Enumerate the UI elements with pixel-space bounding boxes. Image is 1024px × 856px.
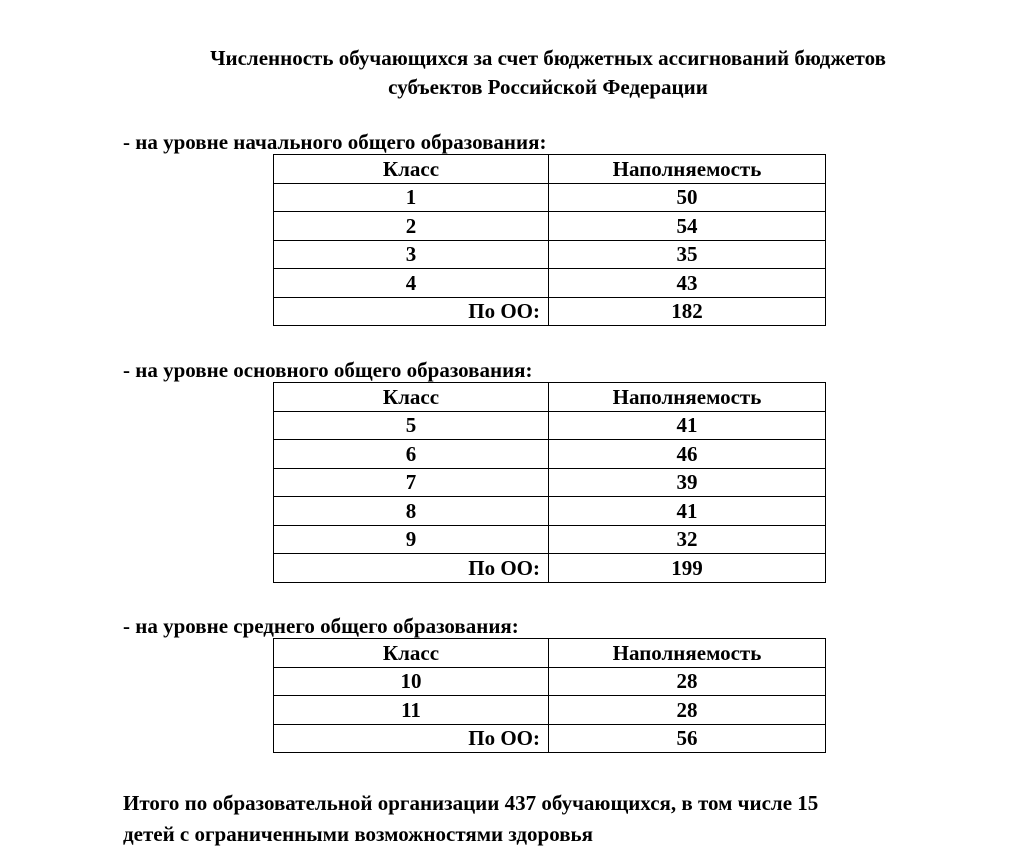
table-total-row <box>274 297 826 326</box>
table-row <box>274 696 826 725</box>
summary-text <box>123 788 953 850</box>
total-value: 199 <box>549 554 826 583</box>
table-row <box>274 468 826 497</box>
cell-class: 1 <box>274 183 549 212</box>
cell-fill: 39 <box>549 468 826 497</box>
header-class: Класс <box>274 155 549 184</box>
total-label: По ОО: <box>274 554 549 583</box>
cell-fill: 28 <box>549 696 826 725</box>
header-fill: Наполняемость <box>549 383 826 412</box>
cell-class: 6 <box>274 440 549 469</box>
table-row <box>274 411 826 440</box>
header-fill: Наполняемость <box>549 155 826 184</box>
section-heading-primary: - на уровне начального общего образования: <box>123 130 547 154</box>
title-line-2: субъектов Российской Федерации <box>388 75 708 99</box>
total-value: 182 <box>549 297 826 326</box>
cell-class: 3 <box>274 240 549 269</box>
cell-class: 11 <box>274 696 549 725</box>
page-title <box>0 44 1024 102</box>
cell-class: 8 <box>274 497 549 526</box>
cell-fill: 54 <box>549 212 826 241</box>
cell-fill: 46 <box>549 440 826 469</box>
table-header-row <box>274 155 826 184</box>
summary-line-1: Итого по образовательной организации 437 обучающихся, в том числе 15 <box>123 791 819 815</box>
table-row <box>274 440 826 469</box>
section-heading-basic: - на уровне основного общего образования: <box>123 358 533 382</box>
total-label: По ОО: <box>274 297 549 326</box>
table-header-row <box>274 639 826 668</box>
summary-line-2: детей с ограниченными возможностями здоровья <box>123 822 594 846</box>
table-primary <box>273 154 826 326</box>
header-class: Класс <box>274 383 549 412</box>
cell-fill: 43 <box>549 269 826 298</box>
table-row <box>274 667 826 696</box>
table-row <box>274 497 826 526</box>
cell-class: 7 <box>274 468 549 497</box>
cell-fill: 32 <box>549 525 826 554</box>
cell-class: 2 <box>274 212 549 241</box>
cell-fill: 41 <box>549 497 826 526</box>
cell-fill: 35 <box>549 240 826 269</box>
cell-fill: 50 <box>549 183 826 212</box>
title-line-1: Численность обучающихся за счет бюджетных ассигнований бюджетов <box>210 46 886 70</box>
cell-class: 10 <box>274 667 549 696</box>
cell-class: 5 <box>274 411 549 440</box>
cell-fill: 41 <box>549 411 826 440</box>
table-secondary <box>273 638 826 753</box>
table-row <box>274 240 826 269</box>
table-total-row <box>274 724 826 753</box>
total-value: 56 <box>549 724 826 753</box>
header-class: Класс <box>274 639 549 668</box>
cell-fill: 28 <box>549 667 826 696</box>
section-heading-secondary: - на уровне среднего общего образования: <box>123 614 519 638</box>
table-row <box>274 525 826 554</box>
cell-class: 9 <box>274 525 549 554</box>
table-basic <box>273 382 826 583</box>
cell-class: 4 <box>274 269 549 298</box>
header-fill: Наполняемость <box>549 639 826 668</box>
table-header-row <box>274 383 826 412</box>
table-row <box>274 212 826 241</box>
total-label: По ОО: <box>274 724 549 753</box>
table-row <box>274 269 826 298</box>
table-total-row <box>274 554 826 583</box>
table-row <box>274 183 826 212</box>
